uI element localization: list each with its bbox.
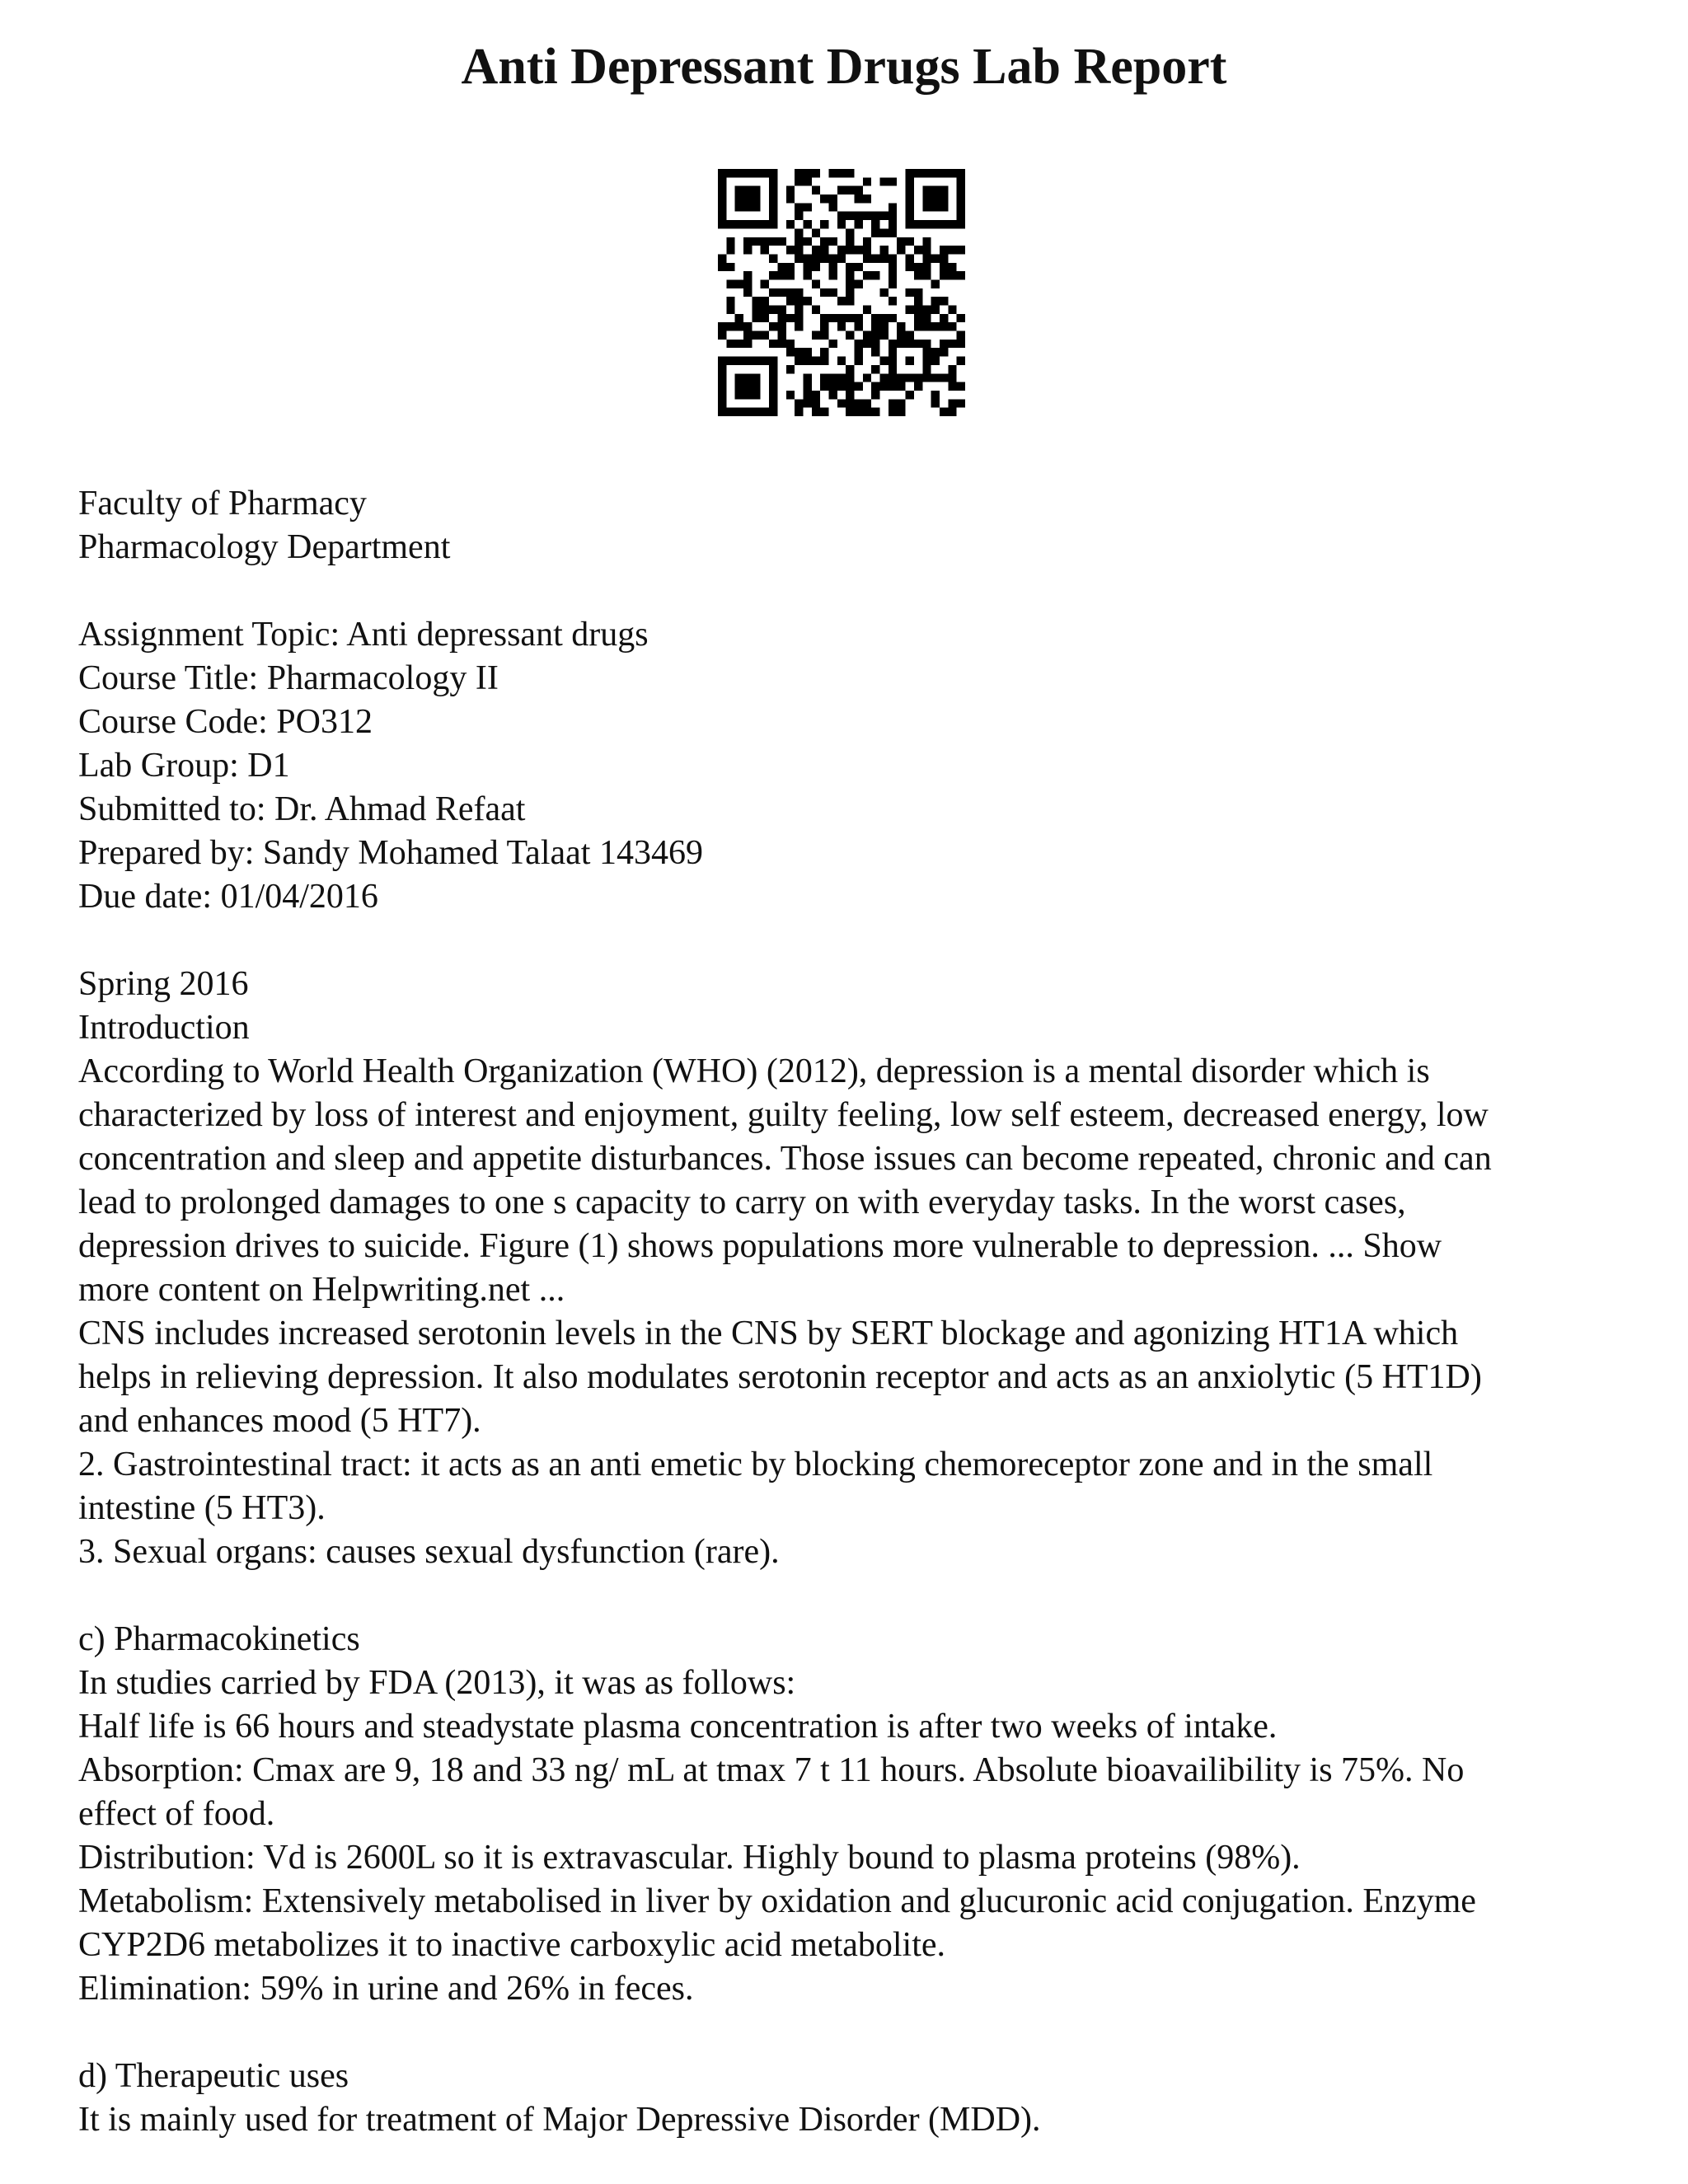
- intro-line: depression drives to suicide. Figure (1) shows populations more vulnerable to depression. ... Show: [78, 1227, 1442, 1265]
- course-title: Course Title: Pharmacology II: [78, 659, 499, 697]
- introduction-section: [78, 963, 1620, 1574]
- pk-line: Half life is 66 hours and steadystate plasma concentration is after two weeks of intake.: [78, 1708, 1278, 1746]
- therapeutic-uses-line: It is mainly used for treatment of Major Depressive Disorder (MDD).: [78, 2101, 1041, 2139]
- submitted-to: Submitted to: Dr. Ahmad Refaat: [78, 790, 526, 828]
- pk-line: CYP2D6 metabolizes it to inactive carboxylic acid metabolite.: [78, 1926, 946, 1964]
- qr-finder-bottom-left: [718, 357, 777, 416]
- qr-finder-top-left: [718, 169, 777, 228]
- due-date: Due date: 01/04/2016: [78, 878, 378, 916]
- qr-finder-top-right: [906, 169, 965, 228]
- spacer: [78, 1574, 1620, 1618]
- intro-line: According to World Health Organization (WHO) (2012), depression is a mental disorder which is: [78, 1052, 1430, 1090]
- department-line: Pharmacology Department: [78, 528, 451, 566]
- faculty-block: [78, 482, 1620, 569]
- intro-line: lead to prolonged damages to one s capacity to carry on with everyday tasks. In the worst cases,: [78, 1183, 1406, 1221]
- document-title: Anti Depressant Drugs Lab Report: [461, 39, 1227, 95]
- course-code: Course Code: PO312: [78, 703, 373, 741]
- therapeutic-uses-section: [78, 2055, 1620, 2142]
- lab-group: Lab Group: D1: [78, 747, 290, 785]
- cns-line: helps in relieving depression. It also modulates serotonin receptor and acts as an anxiolytic (5 HT1D): [78, 1358, 1482, 1396]
- semester: Spring 2016: [78, 965, 249, 1003]
- spacer: [78, 569, 1620, 613]
- sexual-organs-line: 3. Sexual organs: causes sexual dysfunction (rare).: [78, 1533, 780, 1571]
- spacer: [78, 919, 1620, 963]
- pk-line: In studies carried by FDA (2013), it was as follows:: [78, 1664, 796, 1702]
- pk-line: Elimination: 59% in urine and 26% in feces.: [78, 1970, 694, 2008]
- pk-line: effect of food.: [78, 1795, 275, 1833]
- pk-line: Absorption: Cmax are 9, 18 and 33 ng/ mL at tmax 7 t 11 hours. Absolute bioavailibility is 75%. No: [78, 1751, 1465, 1789]
- gi-line: 2. Gastrointestinal tract: it acts as an anti emetic by blocking chemoreceptor zone and in the small: [78, 1446, 1433, 1483]
- pk-line: Metabolism: Extensively metabolised in liver by oxidation and glucuronic acid conjugation. Enzyme: [78, 1882, 1476, 1920]
- therapeutic-uses-heading: d) Therapeutic uses: [78, 2057, 349, 2095]
- cns-line: and enhances mood (5 HT7).: [78, 1402, 481, 1440]
- pk-line: Distribution: Vd is 2600L so it is extravascular. Highly bound to plasma proteins (98%).: [78, 1839, 1301, 1877]
- pharmacokinetics-section: [78, 1618, 1620, 2011]
- prepared-by: Prepared by: Sandy Mohamed Talaat 143469: [78, 834, 703, 872]
- intro-line: concentration and sleep and appetite disturbances. Those issues can become repeated, chronic and can: [78, 1140, 1492, 1178]
- pharmacokinetics-heading: c) Pharmacokinetics: [78, 1620, 360, 1658]
- faculty-line: Faculty of Pharmacy: [78, 485, 367, 523]
- qr-code-icon[interactable]: [718, 169, 965, 416]
- cns-line: CNS includes increased serotonin levels in the CNS by SERT blockage and agonizing HT1A which: [78, 1315, 1459, 1352]
- assignment-info: [78, 613, 1620, 919]
- spacer: [78, 2011, 1620, 2055]
- intro-line: more content on Helpwriting.net ...: [78, 1271, 565, 1309]
- introduction-heading: Introduction: [78, 1009, 250, 1047]
- gi-line: intestine (5 HT3).: [78, 1489, 326, 1527]
- document-body: [78, 482, 1620, 2142]
- assignment-topic: Assignment Topic: Anti depressant drugs: [78, 616, 649, 654]
- intro-line: characterized by loss of interest and enjoyment, guilty feeling, low self esteem, decreased energy, low: [78, 1096, 1489, 1134]
